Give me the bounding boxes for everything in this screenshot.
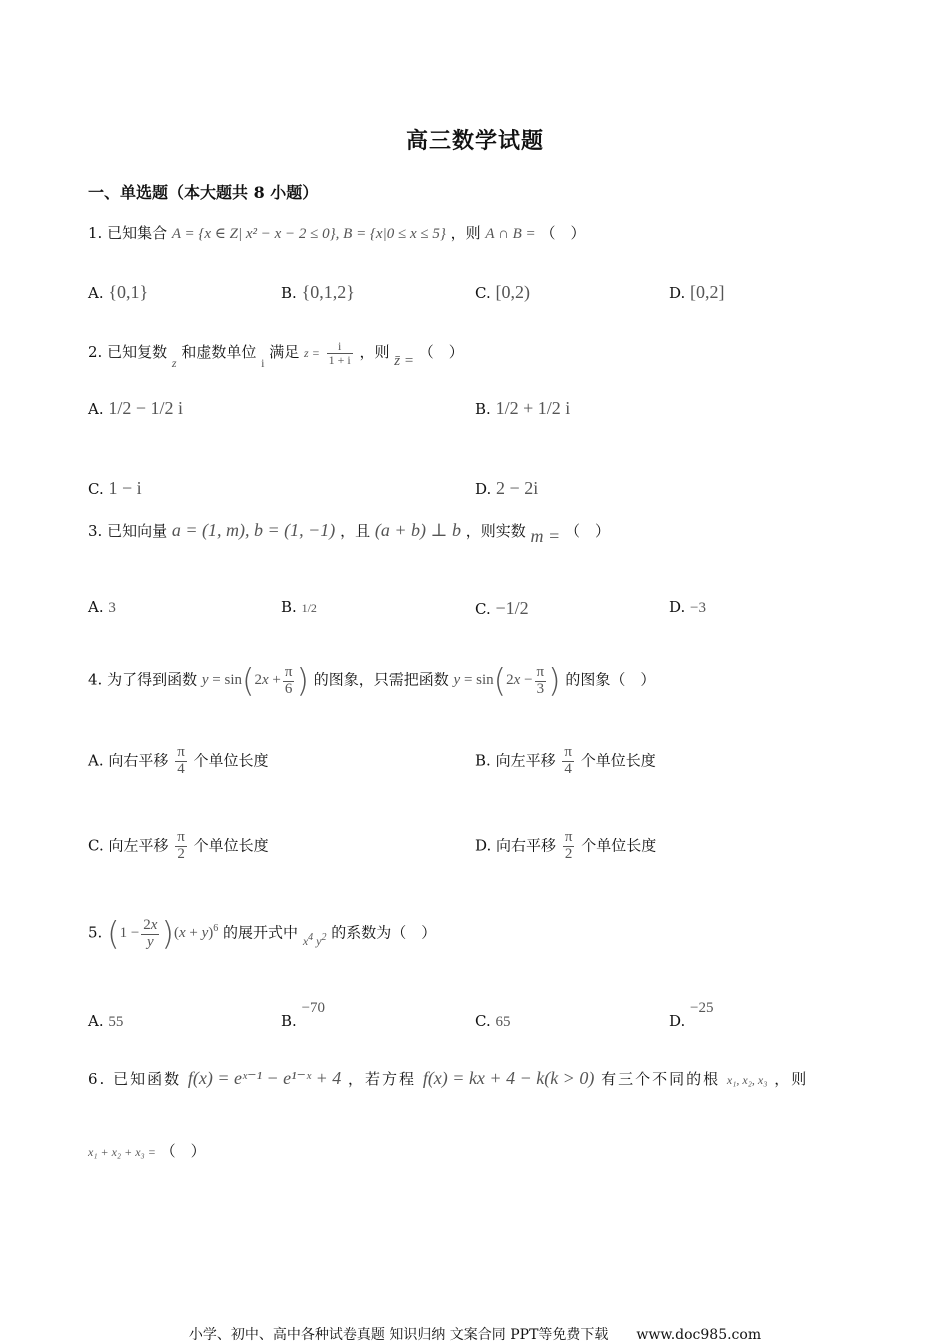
q6-mid2: 有三个不同的根 (601, 1070, 721, 1088)
q5-option-a (88, 1012, 123, 1031)
q3-suffix: （ ） (564, 522, 610, 540)
q5-term: x4 y2 (302, 932, 327, 949)
unit-text: 个单位长度 (193, 836, 269, 855)
q4-func2: y = sin(2x − $\frac{\pi}{3}$ ) (453, 662, 561, 700)
q1-b-value: {0,1,2} (301, 282, 355, 302)
option-label: D. (669, 598, 686, 616)
q2-mid2: 满足 (269, 343, 300, 362)
q3-c-value: −1/2 (495, 598, 529, 618)
q4-func1: y = sin(2x + $\frac{\pi}{6}$ ) (201, 662, 309, 700)
option-label: A. (88, 400, 104, 418)
q5-a-value: 55 (108, 1014, 124, 1030)
q3-m: m = (530, 526, 561, 546)
q5-mid: 的展开式中 (223, 923, 299, 942)
q4-b-text: 向左平移 (495, 751, 556, 770)
q2-b-value: 1/2 + 1/2 i (495, 398, 571, 418)
option-label: B. (281, 284, 297, 302)
q5-prefix: 5. (88, 923, 103, 942)
option-label: C. (475, 600, 491, 618)
q4-a-frac (175, 745, 187, 778)
q3-perp: (a + b) ⊥ b (374, 520, 461, 540)
question-6 (88, 1068, 808, 1089)
q5-suffix: 的系数为（ ） (331, 923, 437, 942)
q3-option-d (669, 598, 706, 617)
q4-d-text: 向右平移 (496, 836, 557, 855)
q5-c-value: 65 (495, 1014, 511, 1030)
q4-d-frac (563, 830, 575, 863)
denominator: 6 (284, 680, 293, 697)
pi-symbol: π (536, 663, 545, 680)
option-label: C. (475, 284, 491, 302)
option-label: D. (669, 284, 686, 302)
q1-option-c (475, 282, 530, 303)
q3-mid2: ，则实数 (465, 522, 526, 540)
q6-func: f(x) = eˣ⁻¹ − e¹⁻ˣ + 4 (187, 1068, 342, 1088)
q3-a-value: 3 (108, 600, 116, 616)
question-4 (88, 662, 655, 700)
q3-prefix: 3. 已知向量 (88, 522, 168, 540)
option-label: C. (475, 1012, 491, 1030)
q4-frac2 (535, 665, 547, 698)
q2-den: 1 + i (328, 352, 351, 367)
q3-option-c (475, 598, 529, 619)
q5-option-b (281, 1000, 326, 1031)
q1-option-a (88, 282, 148, 303)
q4-a-text: 向右平移 (108, 751, 169, 770)
q2-option-b (475, 398, 570, 419)
q2-num: i (327, 340, 353, 354)
q3-option-b (281, 598, 317, 616)
denominator: 2 (177, 845, 185, 862)
q6-sum: x₁ + x₂ + x₃ = (88, 1145, 156, 1159)
option-label: A. (88, 284, 104, 302)
denominator: 3 (536, 680, 545, 697)
q1-mid: ，则 (450, 224, 481, 242)
q5-option-d (669, 1000, 714, 1031)
question-5 (88, 915, 436, 953)
denominator: 2 (564, 845, 573, 862)
q4-option-d (475, 830, 656, 863)
q1-math-sets: A = {x ∈ Z| x² − x − 2 ≤ 0}, B = {x|0 ≤ x ≤ 5} (171, 226, 446, 242)
q2-z: z (171, 356, 177, 371)
q1-prefix: 1. 已知集合 (88, 224, 168, 242)
section-heading: 一、单选题（本大题共 8 小题） (88, 183, 319, 202)
pi-symbol: π (284, 663, 293, 680)
q2-fraction (327, 340, 353, 366)
option-label: B. (281, 1012, 297, 1030)
q1-suffix: （ ） (540, 224, 586, 242)
q3-mid: ，且 (340, 522, 371, 540)
denominator: 4 (564, 760, 572, 777)
q2-a-value: 1/2 − 1/2 i (108, 398, 184, 418)
option-label: B. (281, 598, 297, 616)
denominator: 4 (177, 760, 185, 777)
unit-text: 个单位长度 (581, 836, 657, 855)
q2-option-c (88, 478, 142, 499)
q2-mid1: 和虚数单位 (181, 343, 257, 362)
q4-b-frac (562, 745, 574, 778)
q2-suffix: （ ） (418, 343, 464, 362)
unit-text: 个单位长度 (193, 751, 269, 770)
page-title: 高三数学试题 (405, 128, 544, 154)
question-1 (88, 222, 585, 243)
q4-frac1 (283, 665, 295, 698)
option-label: A. (88, 1012, 104, 1030)
q6-suffix: （ ） (160, 1142, 206, 1160)
q2-mid3: ，则 (359, 343, 390, 362)
q3-b-value: 1/2 (301, 601, 317, 615)
q1-option-d (669, 282, 725, 303)
q4-c-frac (175, 830, 187, 863)
q4-c-text: 向左平移 (108, 836, 169, 855)
q5-option-c (475, 1012, 511, 1031)
q2-option-a (88, 398, 183, 419)
q1-option-b (281, 282, 355, 303)
q5-expression: (1 − $\frac{2x}{y}$ )$(x + y)^6$ (107, 915, 219, 953)
q1-a-value: {0,1} (108, 282, 149, 302)
option-label: D. (475, 836, 492, 855)
q2-d-value: 2 − 2i (496, 478, 539, 498)
q1-c-value: [0,2) (495, 282, 530, 302)
page-footer: 小学、初中、高中各种试卷真题 知识归纳 文案合同 PPT等免费下载 www.doc985.com (188, 1327, 762, 1343)
option-label: A. (88, 751, 104, 770)
q3-option-a (88, 598, 116, 617)
question-2 (88, 340, 464, 371)
option-label: A. (88, 598, 104, 616)
q1-d-value: [0,2] (690, 282, 725, 302)
option-label: C. (88, 480, 104, 498)
q4-prefix: 4. 为了得到函数 (88, 670, 198, 689)
q4-option-c (88, 830, 269, 863)
option-label: D. (475, 480, 492, 498)
q2-i: i (261, 356, 265, 371)
q5-b-value: −70 (301, 1000, 326, 1016)
option-label: D. (669, 1012, 686, 1030)
q6-equation: f(x) = kx + 4 − k(k > 0) (422, 1068, 595, 1088)
q2-eq: z = (304, 346, 320, 361)
q3-vectors: a = (1, m), b = (1, −1) (171, 520, 336, 540)
q4-mid: 的图象，只需把函数 (313, 670, 449, 689)
q3-d-value: −3 (690, 600, 707, 616)
q1-math-intersection: A ∩ B = (485, 226, 536, 242)
pi-symbol: π (177, 829, 185, 845)
option-label: B. (475, 400, 491, 418)
q2-c-value: 1 − i (108, 478, 142, 498)
q4-option-a (88, 745, 269, 778)
question-3 (88, 520, 610, 547)
q6-roots: x₁, x₂, x₃ (726, 1073, 768, 1087)
pi-symbol: π (177, 744, 185, 760)
unit-text: 个单位长度 (580, 751, 656, 770)
pi-symbol: π (564, 744, 572, 760)
option-label: C. (88, 836, 104, 855)
option-label: B. (475, 751, 491, 770)
q2-option-d (475, 478, 538, 499)
pi-symbol: π (564, 829, 573, 845)
q6-prefix: 6. 已知函数 (88, 1070, 182, 1088)
q6-mid: ，若方程 (348, 1070, 417, 1088)
q4-suffix: 的图象（ ） (565, 670, 656, 689)
q5-d-value: −25 (690, 1000, 714, 1016)
q4-option-b (475, 745, 656, 778)
q2-prefix: 2. 已知复数 (88, 343, 168, 362)
question-6-cont (88, 1140, 206, 1161)
q2-zbar: z̄ = (394, 353, 415, 370)
q6-mid3: ，则 (774, 1070, 809, 1088)
